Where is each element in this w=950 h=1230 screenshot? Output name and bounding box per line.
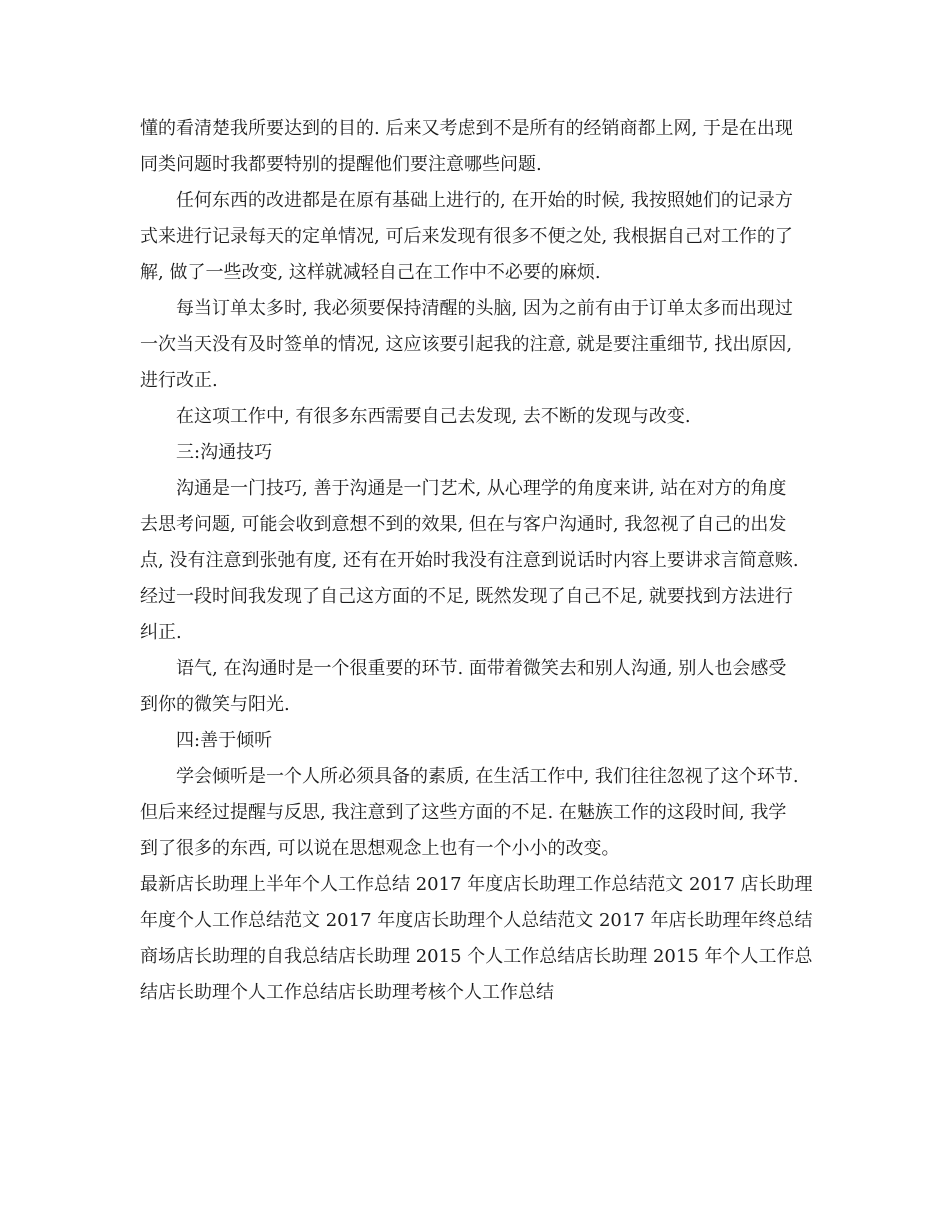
- related-links-line: 年度个人工作总结范文 2017 年度店长助理个人总结范文 2017 年店长助理年终总结: [140, 910, 813, 931]
- paragraph-start-line: 在这项工作中, 有很多东西需要自己去发现, 去不断的发现与改变.: [176, 406, 691, 427]
- paragraph-start-line: 沟通是一门技巧, 善于沟通是一门艺术, 从心理学的角度来讲, 站在对方的角度: [176, 478, 787, 499]
- paragraph-start-line: 任何东西的改进都是在原有基础上进行的, 在开始的时候, 我按照她们的记录方: [176, 190, 793, 211]
- text-line: 经过一段时间我发现了自己这方面的不足, 既然发现了自己不足, 就要找到方法进行: [140, 586, 793, 607]
- text-line: 进行改正.: [140, 370, 218, 391]
- paragraph-start-line: 语气, 在沟通时是一个很重要的环节. 面带着微笑去和别人沟通, 别人也会感受: [176, 658, 787, 679]
- text-line: 一次当天没有及时签单的情况, 这应该要引起我的注意, 就是要注重细节, 找出原因,: [140, 334, 793, 355]
- text-line: 同类问题时我都要特别的提醒他们要注意哪些问题.: [140, 154, 542, 175]
- section-heading: 三:沟通技巧: [176, 442, 273, 463]
- section-heading: 四:善于倾听: [176, 730, 273, 751]
- text-line: 但后来经过提醒与反思, 我注意到了这些方面的不足. 在魅族工作的这段时间, 我学: [140, 802, 787, 823]
- text-line: 式来进行记录每天的定单情况, 可后来发现有很多不便之处, 我根据自己对工作的了: [140, 226, 793, 247]
- text-line: 纠正.: [140, 622, 182, 643]
- text-line: 到了很多的东西, 可以说在思想观念上也有一个小小的改变。: [140, 838, 620, 859]
- text-line: 懂的看清楚我所要达到的目的. 后来又考虑到不是所有的经销商都上网, 于是在出现: [140, 118, 793, 139]
- text-line: 点, 没有注意到张弛有度, 还有在开始时我没有注意到说话时内容上要讲求言简意赅.: [140, 550, 799, 571]
- text-line: 解, 做了一些改变, 这样就减轻自己在工作中不必要的麻烦.: [140, 262, 601, 283]
- related-links-line: 最新店长助理上半年个人工作总结 2017 年度店长助理工作总结范文 2017 店长助理: [140, 874, 813, 895]
- text-line: 到你的微笑与阳光.: [140, 694, 290, 715]
- text-line: 去思考问题, 可能会收到意想不到的效果, 但在与客户沟通时, 我忽视了自己的出发: [140, 514, 787, 535]
- paragraph-start-line: 学会倾听是一个人所必须具备的素质, 在生活工作中, 我们往往忽视了这个环节.: [176, 766, 799, 787]
- paragraph-start-line: 每当订单太多时, 我必须要保持清醒的头脑, 因为之前有由于订单太多而出现过: [176, 298, 793, 319]
- related-links-line: 商场店长助理的自我总结店长助理 2015 个人工作总结店长助理 2015 年个人工作总: [140, 946, 813, 967]
- related-links-line: 结店长助理个人工作总结店长助理考核个人工作总结: [140, 982, 554, 1003]
